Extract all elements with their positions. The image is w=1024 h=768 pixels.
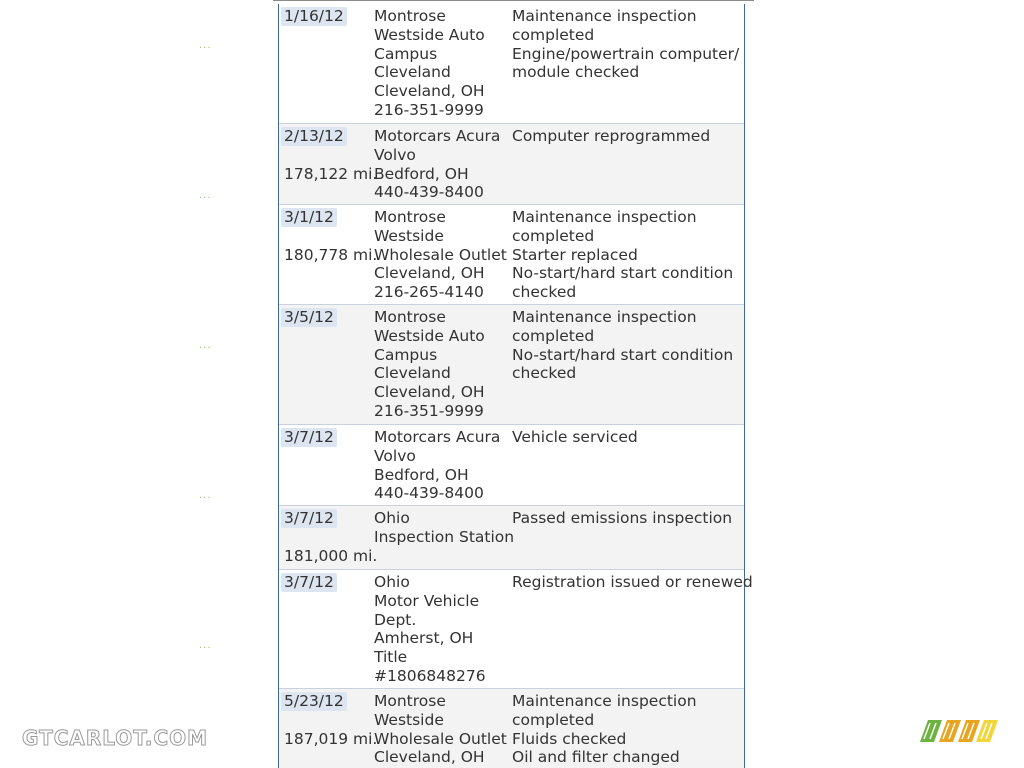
record-date: 3/7/12 xyxy=(281,509,337,528)
date-cell xyxy=(281,127,378,184)
source-cell xyxy=(374,208,509,302)
source-line: 216-265-4140 xyxy=(374,283,484,302)
top-rule xyxy=(273,0,754,1)
date-cell xyxy=(281,692,378,749)
date-cell xyxy=(281,428,369,447)
comment-line: completed xyxy=(512,326,595,345)
source-line: Westside Auto xyxy=(374,326,485,345)
watermark: GTCARLOT.COM xyxy=(22,726,209,750)
record-date: 1/16/12 xyxy=(281,7,347,26)
record-mileage: 181,000 mi. xyxy=(284,547,378,566)
comment-line: No-start/hard start condition xyxy=(512,345,734,364)
comment-line: completed xyxy=(512,226,595,245)
comment-line: Fluids checked xyxy=(512,729,627,748)
source-line: Campus xyxy=(374,345,438,364)
source-line: Montrose xyxy=(374,7,446,25)
source-line: #1806848276 xyxy=(374,666,486,685)
source-line: Montrose xyxy=(374,208,446,226)
source-line: Westside xyxy=(374,710,444,729)
table-row xyxy=(279,124,744,205)
source-line: Montrose xyxy=(374,308,446,326)
source-cell xyxy=(374,308,509,421)
table-row xyxy=(279,506,744,570)
comment-line: Starter replaced xyxy=(512,245,638,264)
source-line: Campus xyxy=(374,44,438,63)
table-row xyxy=(279,570,753,689)
comments-cell xyxy=(512,573,753,592)
source-line: Cleveland, OH xyxy=(374,748,485,767)
source-line: Motor Vehicle xyxy=(374,591,480,610)
source-line: 216-351-9999 xyxy=(374,100,484,119)
source-line: 440-439-8400 xyxy=(374,183,484,202)
decorative-dots: ··· xyxy=(199,193,212,204)
source-line: Dept. xyxy=(374,610,417,629)
decorative-dots: ··· xyxy=(199,43,212,54)
record-date: 3/1/12 xyxy=(281,208,337,227)
source-cell xyxy=(374,428,509,503)
comments-cell xyxy=(512,7,742,82)
source-line: Wholesale Outlet xyxy=(374,729,507,748)
table-row xyxy=(279,305,744,425)
source-line: Motorcars Acura xyxy=(374,127,501,145)
source-line: Cleveland xyxy=(374,364,451,383)
date-cell xyxy=(281,7,369,26)
record-date: 3/7/12 xyxy=(281,428,337,447)
table-row xyxy=(279,205,744,305)
date-cell xyxy=(281,208,378,265)
comment-line: Registration issued or renewed xyxy=(512,573,753,591)
decorative-dots: ··· xyxy=(199,493,212,504)
record-date: 3/7/12 xyxy=(281,573,337,592)
source-line: Montrose xyxy=(374,692,446,710)
source-line: Cleveland, OH xyxy=(374,264,485,283)
comment-line: checked xyxy=(512,283,577,302)
decorative-dots: ··· xyxy=(199,643,212,654)
decorative-dots: ··· xyxy=(199,343,212,354)
record-mileage: 178,122 mi. xyxy=(284,165,378,184)
comments-cell xyxy=(512,692,742,767)
record-date: 3/5/12 xyxy=(281,308,337,327)
source-line: Motorcars Acura xyxy=(374,428,501,446)
source-line: Cleveland xyxy=(374,63,451,82)
comment-line: No-start/hard start condition xyxy=(512,264,734,283)
source-cell xyxy=(374,692,509,767)
source-line: Cleveland, OH xyxy=(374,383,485,402)
comment-line: completed xyxy=(512,710,595,729)
comment-line: Computer reprogrammed xyxy=(512,127,711,145)
record-date: 5/23/12 xyxy=(281,692,347,711)
comment-line: module checked xyxy=(512,63,640,82)
source-line: Wholesale Outlet xyxy=(374,245,507,264)
comments-cell xyxy=(512,308,742,383)
comments-cell xyxy=(512,208,742,302)
comment-line: Engine/powertrain computer/ xyxy=(512,44,740,63)
comment-line: Maintenance inspection xyxy=(512,308,697,326)
table-row xyxy=(279,4,744,124)
table-row xyxy=(279,689,744,768)
comment-line: checked xyxy=(512,364,577,383)
comments-cell xyxy=(512,509,742,528)
record-mileage: 187,019 mi. xyxy=(284,730,378,749)
source-cell xyxy=(374,7,509,120)
comments-cell xyxy=(512,428,742,447)
source-line: Inspection Station xyxy=(374,527,515,546)
source-line: Ohio xyxy=(374,509,410,527)
source-line: 440-439-8400 xyxy=(374,484,484,503)
comment-line: Vehicle serviced xyxy=(512,428,638,446)
source-line: Amherst, OH xyxy=(374,629,474,648)
table-row xyxy=(279,425,744,506)
comment-line: Maintenance inspection xyxy=(512,208,697,226)
source-line: Volvo xyxy=(374,446,416,465)
source-line: Cleveland, OH xyxy=(374,82,485,101)
comment-line: Maintenance inspection xyxy=(512,692,697,710)
date-cell xyxy=(281,573,369,592)
source-line: Bedford, OH xyxy=(374,465,469,484)
date-cell xyxy=(281,509,378,566)
source-line: Westside Auto xyxy=(374,25,485,44)
comment-line: Maintenance inspection xyxy=(512,7,697,25)
source-cell xyxy=(374,127,509,202)
stripes-logo-icon xyxy=(920,720,998,742)
record-date: 2/13/12 xyxy=(281,127,347,146)
source-line: 216-351-9999 xyxy=(374,401,484,420)
record-mileage: 180,778 mi. xyxy=(284,246,378,265)
source-line: Bedford, OH xyxy=(374,164,469,183)
vehicle-history-table xyxy=(278,4,753,768)
comment-line: Oil and filter changed xyxy=(512,748,680,767)
source-line: Volvo xyxy=(374,145,416,164)
source-cell xyxy=(374,573,509,686)
comment-line: completed xyxy=(512,25,595,44)
source-line: Title xyxy=(374,648,408,667)
date-cell xyxy=(281,308,369,327)
source-line: Westside xyxy=(374,226,444,245)
comment-line: Passed emissions inspection xyxy=(512,509,733,527)
source-cell xyxy=(374,509,515,547)
comments-cell xyxy=(512,127,742,146)
source-line: Ohio xyxy=(374,573,410,591)
